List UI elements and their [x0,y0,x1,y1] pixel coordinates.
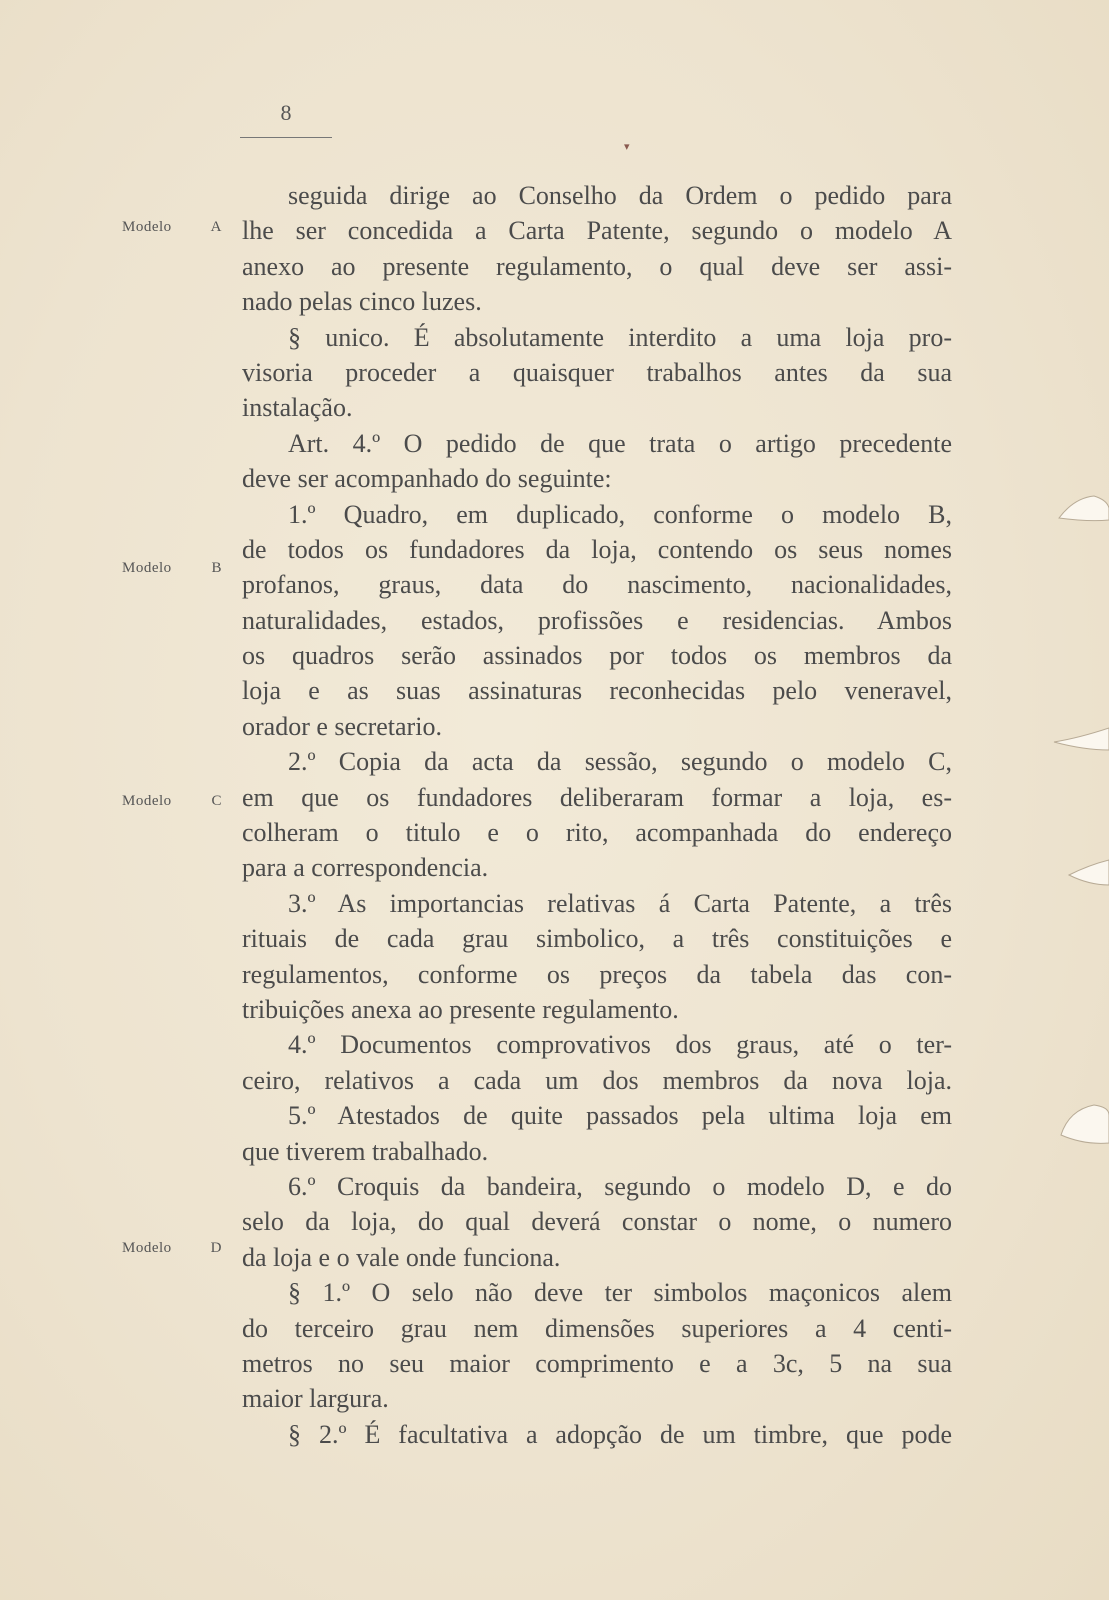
text-line: orador e secretario. [242,711,442,741]
text-line: 2.º Copia da acta da sessão, segundo o modelo C, [288,747,952,777]
text-line: 5.º Atestados de quite passados pela ultima loja em [288,1101,952,1131]
paper-tear-mark [1049,855,1109,905]
page-number: 8 [280,100,292,125]
text-line: lhe ser concedida a Carta Patente, segundo o modelo A [242,216,952,246]
text-line: seguida dirige ao Conselho da Ordem o pedido para [288,181,952,210]
text-line: § 1.º O selo não deve ter simbolos maçonicos alem [288,1278,952,1308]
text-line: em que os fundadores deliberaram formar a loja, es- [242,782,952,812]
paper-tear-mark [1049,478,1109,528]
text-line: ceiro, relativos a cada um dos membros da nova loja. [242,1065,952,1095]
text-line: deve ser acompanhado do seguinte: [242,464,612,494]
text-line: anexo ao presente regulamento, o qual deve ser assi- [242,251,952,281]
text-line: visoria proceder a quaisquer trabalhos antes da sua [242,357,952,387]
text-line: colheram o titulo e o rito, acompanhada do endereço [242,818,952,848]
paper-tear-mark [1049,1095,1109,1145]
text-line: 4.º Documentos comprovativos dos graus, até o ter- [288,1030,952,1060]
text-line: 3.º As importancias relativas á Carta Patente, a três [288,888,952,918]
text-line: os quadros serão assinados por todos os membros da [242,641,952,671]
text-line: 1.º Quadro, em duplicado, conforme o modelo B, [288,499,952,529]
text-line: loja e as suas assinaturas reconhecidas pelo veneravel, [242,676,952,706]
text-line: profanos, graus, data do nascimento, nacionalidades, [242,570,952,600]
text-line: rituais de cada grau simbolico, a três constituições e [242,924,952,954]
text-line: tribuições anexa ao presente regulamento. [242,994,679,1024]
text-line: para a correspondencia. [242,853,489,883]
text-line: regulamentos, conforme os preços da tabela das con- [242,959,952,989]
margin-note-modelo-b: Modelo B [122,560,222,576]
text-line: § unico. É absolutamente interdito a uma loja pro- [288,322,952,352]
printer-mark: ▾ [624,141,630,153]
text-line: instalação. [242,393,353,423]
margin-note-modelo-d: Modelo D [122,1240,222,1256]
page-number-rule [240,137,332,138]
text-line: Art. 4.º O pedido de que trata o artigo precedente [288,428,952,458]
text-line: naturalidades, estados, profissões e residencias. Ambos [242,605,952,635]
margin-note-modelo-a: Modelo A [122,219,222,235]
paper-tear-mark [1049,720,1109,770]
margin-note-modelo-c: Modelo C [122,793,222,809]
body-text [242,178,952,1452]
text-line: do terceiro grau nem dimensões superiores a 4 centi- [242,1313,952,1343]
text-line: nado pelas cinco luzes. [242,287,482,317]
text-line: selo da loja, do qual deverá constar o nome, o numero [242,1207,952,1237]
text-line: metros no seu maior comprimento e a 3c, 5 na sua [242,1348,952,1378]
text-line: § 2.º É facultativa a adopção de um timbre, que pode [288,1419,952,1449]
text-line: maior largura. [242,1384,389,1414]
text-line: de todos os fundadores da loja, contendo os seus nomes [242,534,952,564]
text-line: que tiverem trabalhado. [242,1136,489,1166]
text-line: da loja e o vale onde funciona. [242,1242,561,1272]
text-line: 6.º Croquis da bandeira, segundo o modelo D, e do [288,1171,952,1201]
